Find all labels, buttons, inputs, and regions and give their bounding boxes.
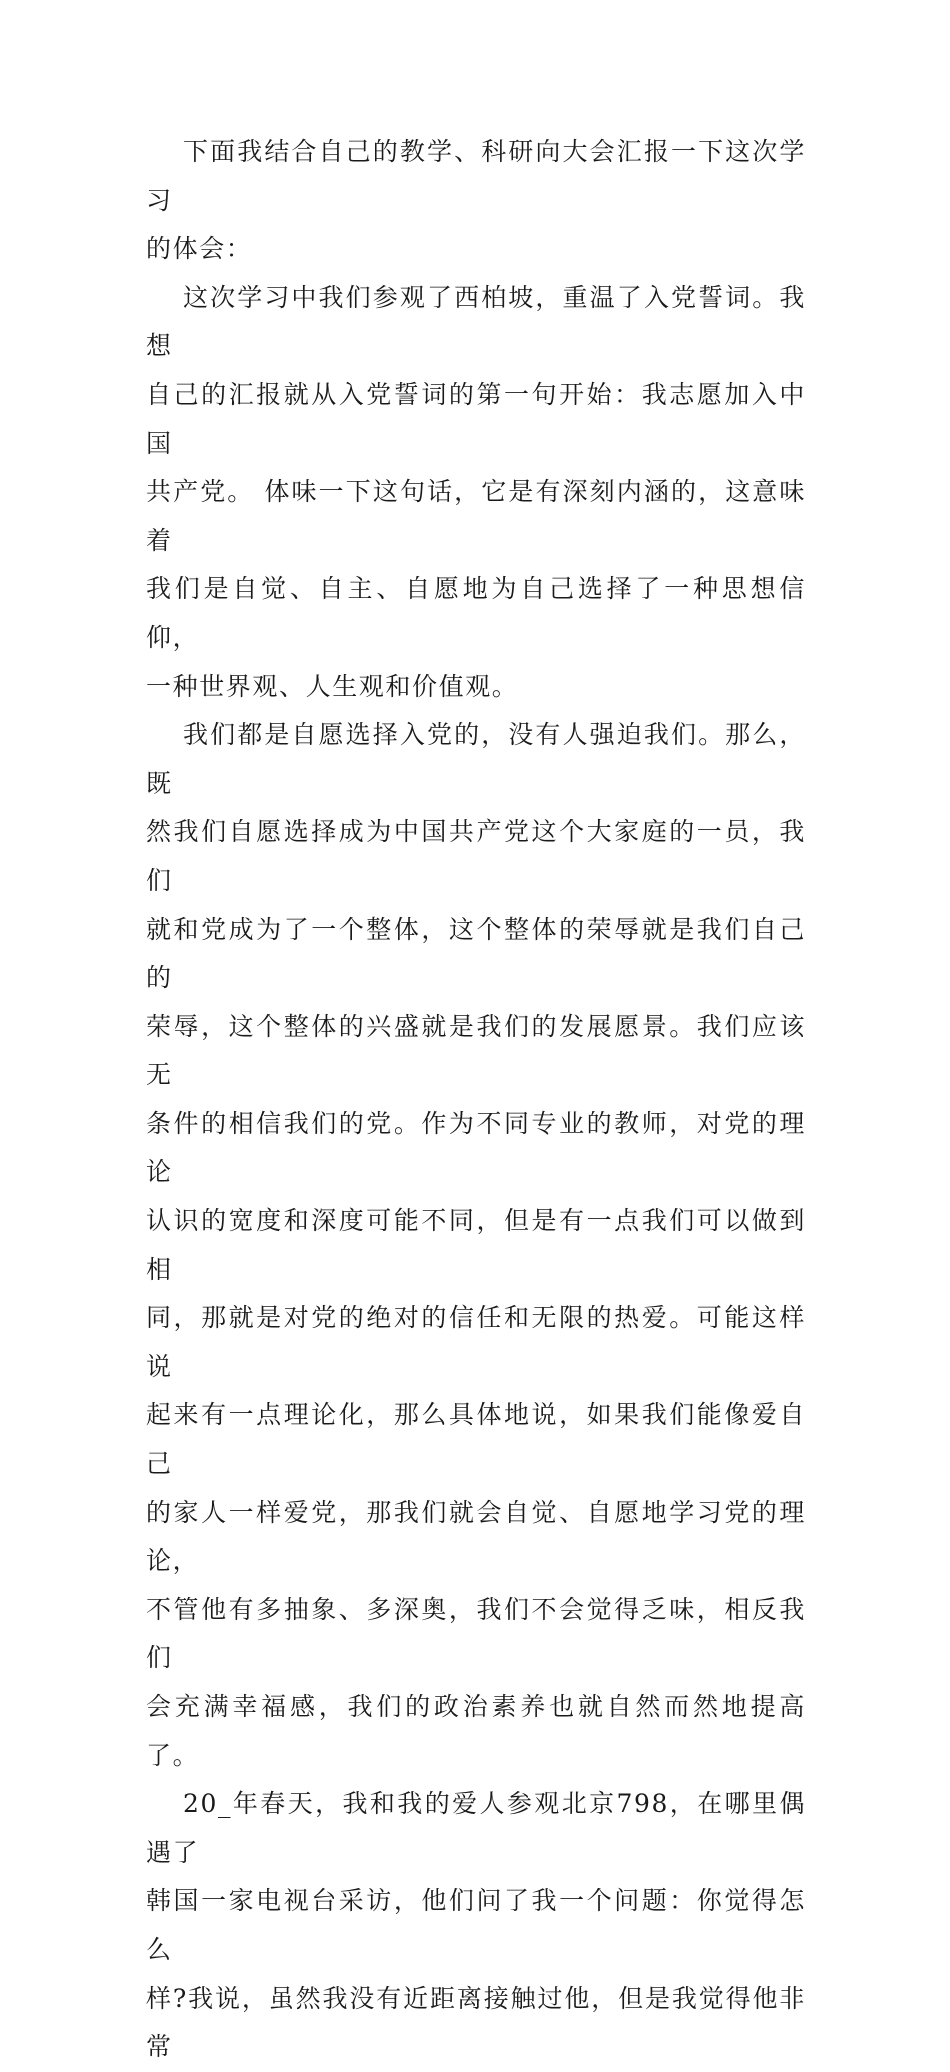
- paragraph: 20_年春天，我和我的爱人参观北京798，在哪里偶遇了 韩国一家电视台采访，他们问了我一个问题：你觉得怎么 样?我说，虽然我没有近距离接触过他，但是我觉得他非常: [146, 1789, 806, 2062]
- paragraph: 我们都是自愿选择入党的，没有人强迫我们。那么，既 然我们自愿选择成为中国共产党这个大家庭的一员，我们 就和党成为了一个整体，这个整体的荣辱就是我们自己的 荣辱，这个整体的兴盛就是我们的发展愿景。我们应该无 条件的相信我们的党。作为不同专业的教师，对党的理论 认识的宽度和深度可能不同，但是有一点我们可以做到相 同，那就是对党的绝对的信任和无限的热爱。可能这样说 起来有一点理论化，那么具体地说，如果我们能像爱自己 的家人一样爱党，那我们就会自觉、自愿地学习党的理论， 不管他有多抽象、多深奥，我们不会觉得乏味，相反我们 会充满幸福感，我们的政治素养也就自然而然地提高了。: [146, 720, 806, 1770]
- document-body: [146, 128, 806, 2072]
- paragraph: 这次学习中我们参观了西柏坡，重温了入党誓词。我想 自己的汇报就从入党誓词的第一句开始：我志愿加入中国 共产党。 体味一下这句话，它是有深刻内涵的，这意味着 我们是自觉、自主、自愿地为自己选择了一种思想信仰， 一种世界观、人生观和价值观。: [146, 282, 806, 701]
- paragraph: 下面我结合自己的教学、科研向大会汇报一下这次学习 的体会：: [146, 137, 806, 264]
